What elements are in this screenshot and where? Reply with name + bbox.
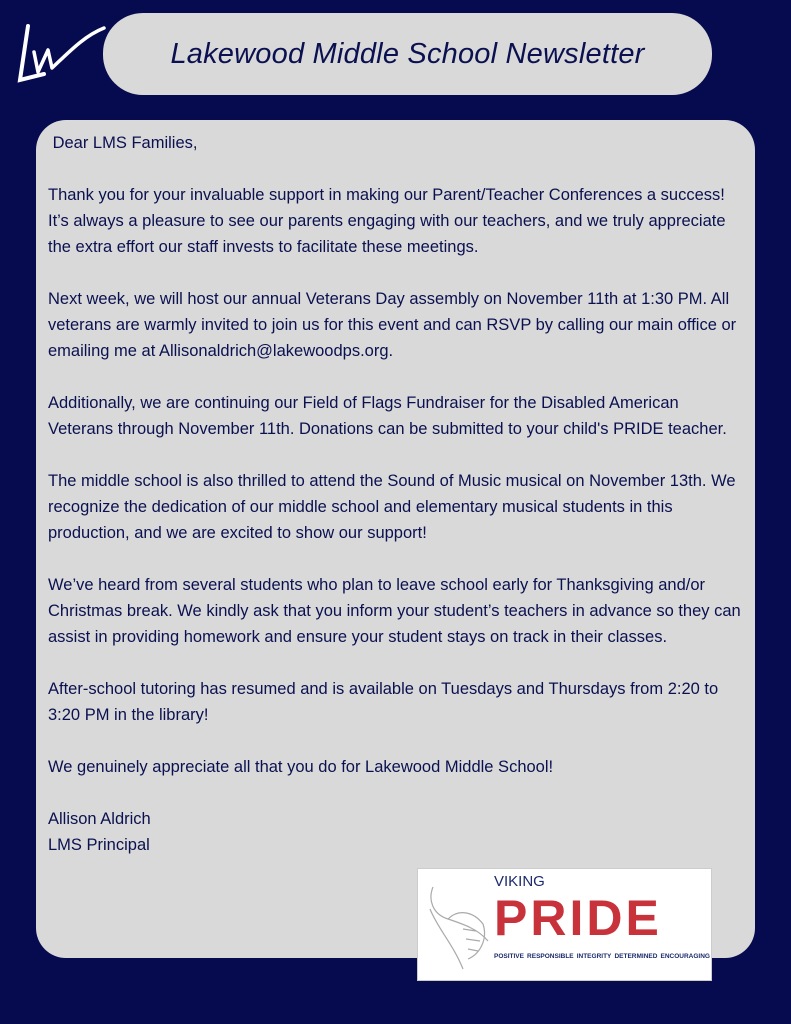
paragraph: Additionally, we are continuing our Field of Flags Fundraiser for the Disabled American Veterans through November 11th. Donations can be submitted to your child's PRIDE teacher. xyxy=(48,394,727,438)
pride-word: DETERMINED xyxy=(614,953,658,960)
paragraph: Thank you for your invaluable support in making our Parent/Teacher Conferences a success! It’s always a pleasure to see our parents engaging with our teachers, and we truly appreciate the extra effort our staff invests to facilitate these meetings. xyxy=(48,186,726,256)
pride-word: INTEGRITY xyxy=(576,953,612,960)
paragraph: After-school tutoring has resumed and is available on Tuesdays and Thursdays from 2:20 to 3:20 PM in the library! xyxy=(48,680,719,724)
pride-text: PRIDE xyxy=(494,890,662,946)
viking-text: VIKING xyxy=(494,873,545,890)
paragraph: The middle school is also thrilled to attend the Sound of Music musical on November 13th. We recognize the dedication of our middle school and elementary musical students in this production, and we are excited to show our support! xyxy=(48,472,736,542)
lw-logo-icon xyxy=(14,22,106,84)
letter-card xyxy=(36,120,755,958)
paragraph: We’ve heard from several students who plan to leave school early for Thanksgiving and/or Christmas break. We kindly ask that you inform your student’s teachers in advance so they can assist in providing homework and ensure your student stays on track in their classes. xyxy=(48,576,741,646)
paragraph: Next week, we will host our annual Veterans Day assembly on November 11th at 1:30 PM. All veterans are warmly invited to join us for this event and can RSVP by calling our main office or emailing me at Allisonaldrich@lakewoodps.org. xyxy=(48,290,737,360)
signature-name: Allison Aldrich xyxy=(48,810,151,828)
paragraph: We genuinely appreciate all that you do for Lakewood Middle School! xyxy=(48,758,554,776)
lw-logo xyxy=(14,22,106,84)
pride-word: ENCOURAGING xyxy=(660,953,710,960)
newsletter-title: Lakewood Middle School Newsletter xyxy=(170,37,645,70)
viking-pride-logo xyxy=(417,868,712,981)
pride-word: POSITIVE xyxy=(494,953,524,960)
greeting: Dear LMS Families, xyxy=(48,134,198,152)
pride-word: RESPONSIBLE xyxy=(527,953,574,960)
signature-title: LMS Principal xyxy=(48,836,150,854)
viking-head-icon xyxy=(422,877,494,977)
newsletter-header xyxy=(103,13,712,95)
